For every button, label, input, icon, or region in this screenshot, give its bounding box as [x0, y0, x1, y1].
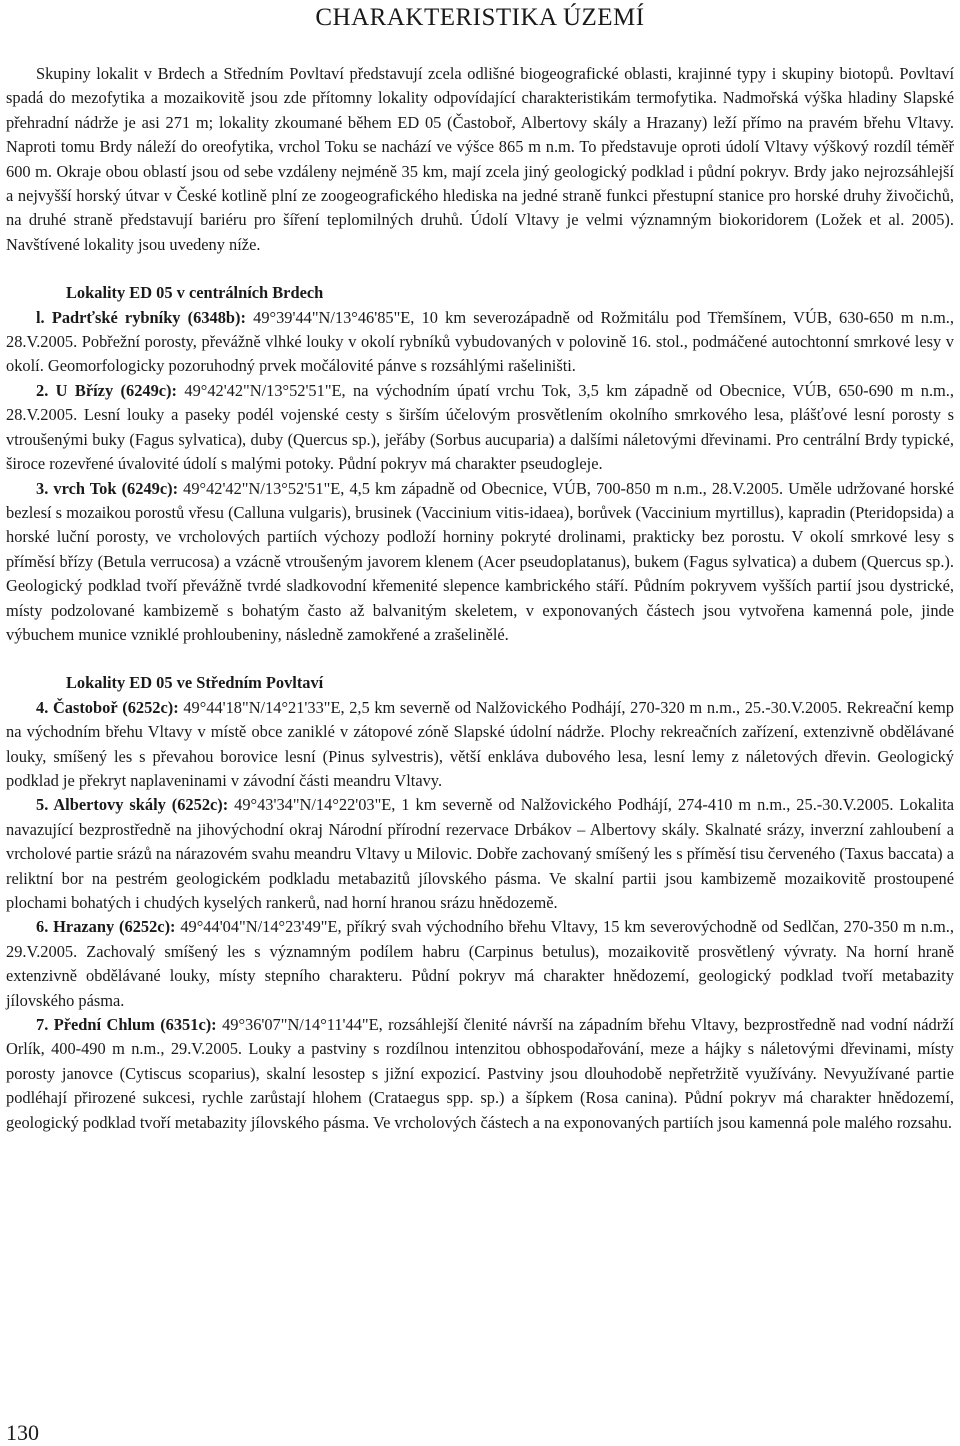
locality-title: 7. Přední Chlum (6351c):: [36, 1015, 217, 1035]
locality-item: [6, 379, 954, 477]
locality-text: 49°42'42"N/13°52'51"E, 4,5 km západně od Obecnice, VÚB, 700-850 m n.m., 28.V.2005. Uměle udržované horské bezlesí s mozaikou porostů vřesu (Calluna vulgaris), brusinek (Vaccinium vitis-idaea), borůvek (Vaccinium myrtillus), kapradin (Pteridopsida) a horské luční porosty, ve vrcholových partiích výchozy podloží horniny pokryté drolinami, prakticky bez porostu. V okolí smrkové lesy s příměsí břízy (Betula verrucosa) a vzácně vtroušeným javorem klenem (Acer pseudoplatanus), bukem (Fagus sylvatica) a dubem (Quercus sp.). Geologický podklad tvoří převážně tvrdé sladkovodní křemenité slepence kambrického stáří. Půdním pokryvem vyšších partií jsou dystrické, místy podzolované kambizemě s bohatým často až balvanitým skeletem, v exponovaných částech jsou vytvořena kamenná pole, jinde výbuchem munice vzniklé prohloubeniny, následně zamokřené a zrašelinělé.: [6, 478, 954, 644]
locality-item: [6, 793, 954, 915]
locality-text: 49°43'34"N/14°22'03"E, 1 km severně od Nalžovického Podhájí, 274-410 m n.m., 25.-30.V.2005. Lokalita navazující bezprostředně na jihovýchodní okraj Národní přírodní rezervace Drbákov – Albertovy skály. Skalnaté srázy, inverzní zahloubení a vrcholové partie srázů na nárazovém svahu meandru Vltavy u Milovic. Dobře zachovaný smíšený les s příměsí tisu červeného (Taxus baccata) a reliktní bor na pestrém geologickém podkladu metabazitů jílovského pásma. Ve skalní partii jsou kambizemě mozaikovitě prostoupené plochami bohatých i chudých kyselých rankerů, nad horní hranou srázu hnědozemě.: [6, 795, 954, 912]
page-title: CHARAKTERISTIKA ÚZEMÍ: [315, 4, 645, 31]
document-body: [6, 62, 954, 1135]
spacer: [6, 257, 954, 281]
intro-paragraph: Skupiny lokalit v Brdech a Středním Povltaví představují zcela odlišné biogeografické oblasti, krajinné typy i skupiny biotopů. Povltaví spadá do mezofytika a mozaikovitě jsou zde přítomny lokality odpovídající charakteristikám termofytika. Nadmořská výška hladiny Slapské přehradní nádrže je asi 271 m; lokality zkoumané během ED 05 (Častoboř, Albertovy skály a Hrazany) leží přímo na pravém břehu Vltavy. Naproti tomu Brdy náleží do oreofytika, vrchol Toku se nachází ve výšce 865 m n.m. To představuje oproti údolí Vltavy výškový rozdíl téměř 600 m. Okraje obou oblastí jsou od sebe vzdáleny nejméně 35 km, mají zcela jiný geologický podklad i půdní pokryv. Brdy jako nejrozsáhlejší a nejvyšší horský útvar v České kotlině plní ze zoogeografického hlediska na jedné straně funkci přestupní stanice pro horské druhy živočichů, na druhé straně představují bariéru pro šíření teplomilných druhů. Údolí Vltavy je velmi významným biokoridorem (Ložek et al. 2005). Navštívené lokality jsou uvedeny níže.: [6, 64, 954, 254]
locality-title: l. Padrťské rybníky (6348b):: [36, 307, 246, 327]
locality-title: 2. U Břízy (6249c):: [36, 380, 177, 400]
section-heading-povltavi: Lokality ED 05 ve Středním Povltaví: [66, 673, 324, 693]
section-heading-brdy: Lokality ED 05 v centrálních Brdech: [66, 283, 324, 303]
locality-item: [6, 306, 954, 379]
page-number: 130: [6, 1420, 39, 1445]
locality-item: [6, 477, 954, 648]
locality-text: 49°44'04"N/14°23'49"E, příkrý svah východního břehu Vltavy, 15 km severovýchodně od Sedlčan, 270-350 m n.m., 29.V.2005. Zachovalý smíšený les s významným podílem habru (Carpinus betulus), mozaikovitě prosvětlený vývraty. Na horní hraně extenzivně obdělávané louky, místy stepního charakteru. Půdní pokryv má charakter hnědozemí, geologický podklad tvoří metabazity jílovského pásma.: [6, 917, 954, 1010]
locality-text: 49°39'44"N/13°46'85"E, 10 km severozápadně od Rožmitálu pod Třemšínem, VÚB, 630-650 m n.m., 28.V.2005. Pobřežní porosty, převážně vlhké louky v okolí rybníků vybudovaných v polovině 16. stol., podmáčené autochtonní smrkové lesy v okolí. Geomorfologicky pozoruhodný prvek močálovité pánve s rozsáhlými rašeliništi.: [6, 307, 954, 376]
locality-item: [6, 696, 954, 794]
locality-text: 49°36'07"N/14°11'44"E, rozsáhlejší členité návrší na západním břehu Vltavy, bezprostředně nad vodní nádrží Orlík, 400-490 m n.m., 29.V.2005. Louky a pastviny s rozdílnou intenzitou obhospodařování, meze a hájky s náletovými dřevinami, místy porosty janovce (Cytiscus scoparius), skalní lesostep s jižní expozicí. Pastviny jsou dlouhodobě nepřetržitě využívány. Nevyužívané partie podléhají přirozené sukcesi, rychle zarůstají hlohem (Crataegus spp. sp.) a šípkem (Rosa canina). Půdní pokryv má charakter hnědozemí, geologický podklad tvoří metabazity jílovského pásma. Ve vrcholových částech a na exponovaných partiích jsou kamenná pole malého rozsahu.: [6, 1015, 954, 1132]
locality-text: 49°44'18"N/14°21'33"E, 2,5 km severně od Nalžovického Podhájí, 270-320 m n.m., 25.-30.V.2005. Rekreační kemp na východním břehu Vltavy v místě obce zaniklé v zátopové zóně Slapské údolní nádrže. Plochy rekreačních zařízení, extenzivně obdělávané louky, smíšený les s převahou borovice lesní (Pinus sylvestris), větší enkláva dubového lesa, lesní lemy z náletových dřevin. Geologický podklad je překryt naplaveninami v závodní části meandru Vltavy.: [6, 697, 954, 790]
locality-item: [6, 1013, 954, 1135]
locality-item: [6, 915, 954, 1013]
spacer: [6, 647, 954, 671]
locality-title: 3. vrch Tok (6249c):: [36, 478, 179, 498]
locality-text: 49°42'42"N/13°52'51"E, na východním úpatí vrchu Tok, 3,5 km západně od Obecnice, VÚB, 650-690 m n.m., 28.V.2005. Lesní louky a paseky podél vojenské cesty s širším účelovým prosvětlením okolního smrkového lesa, plášťové lesní porosty s vtroušenými buky (Fagus sylvatica), duby (Quercus sp.), jeřáby (Sorbus aucuparia) a dalšími náletovými dřevinami. Pro centrální Brdy typické, široce rozevřené úvalovité údolí s malými potoky. Půdní pokryv má charakter pseudogleje.: [6, 380, 955, 474]
locality-title: 4. Častoboř (6252c):: [36, 697, 179, 717]
locality-title: 5. Albertovy skály (6252c):: [36, 795, 229, 815]
locality-title: 6. Hrazany (6252c):: [36, 917, 176, 937]
